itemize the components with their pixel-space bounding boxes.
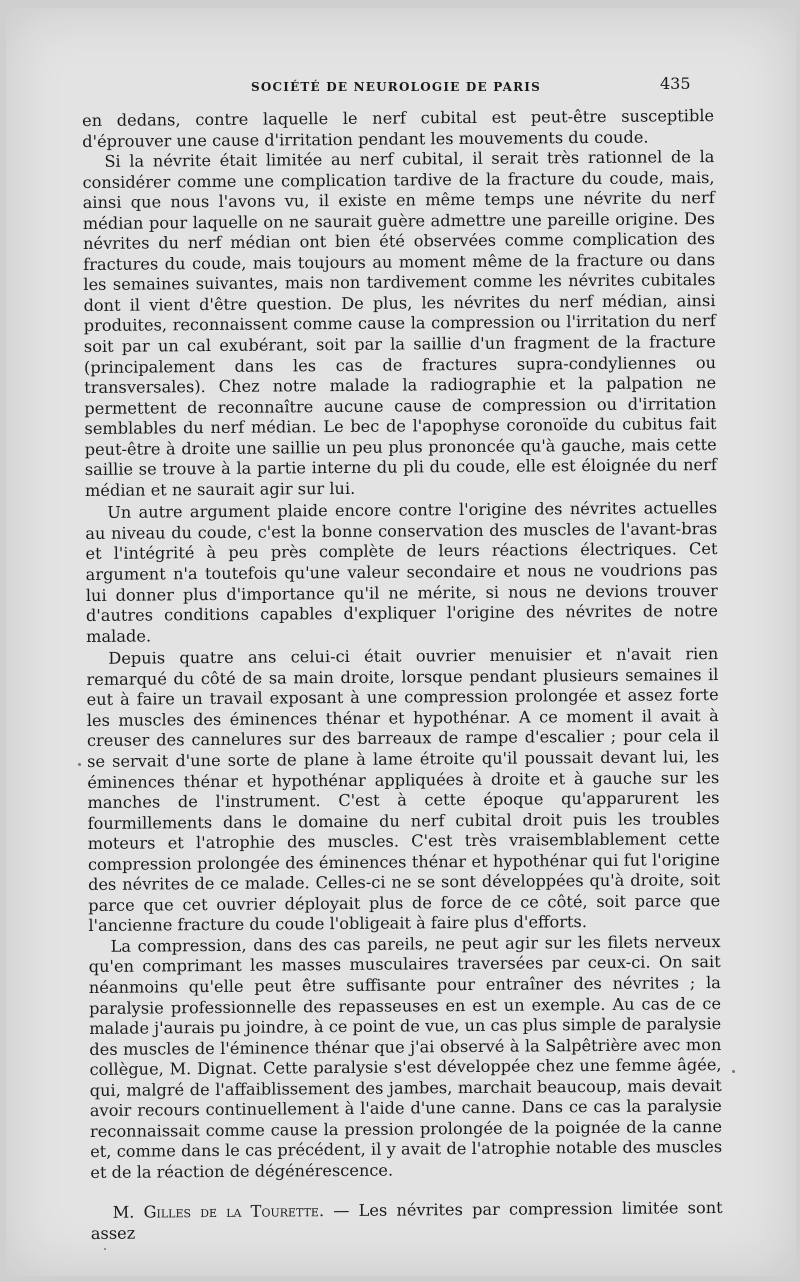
paragraph-continued: en dedans, contre laquelle le nerf cubital est peut-être susceptible d'éprouver une cause d'irritation pendant les mouvements du coude. [82, 106, 715, 151]
body-text [82, 106, 723, 1244]
book-page [6, 8, 796, 1276]
paragraph-autre-argument: Un autre argument plaide encore contre l'origine des névrites actuelles au niveau du coude, c'est la bonne conservation des muscles de l'avant-bras et l'intégrité à peu près complète de leurs réactions électriques. Cet argument n'a toutefois qu'une valeur secondaire et nous ne voudrions pas lui donner plus d'importance qu'il ne mérite, si nous ne devions trouver d'autres conditions capables d'expliquer l'origine des névrites de notre malade. [85, 498, 719, 646]
next-section-start [91, 1198, 723, 1244]
paragraph-ouvrier-menuisier: Depuis quatre ans celui-ci était ouvrier menuisier et n'avait rien remarqué du côté de sa main droite, lorsque pendant plusieurs semaines il eut à faire un travail exposant à une compression prolongée et assez forte les muscles des éminences thénar et hypothénar. A ce moment il avait à creuser des cannelures sur des barreaux de rampe d'escalier ; pour cela il se servait d'une sorte de plane à lame étroite qu'il poussait devant lui, les éminences thénar et hypothénar appliquées à droite et à gauche sur les manches de l'instrument. C'est à cette époque qu'apparurent les fourmillements dans le domaine du nerf cubital droit puis les troubles moteurs et l'atrophie des muscles. C'est très vraisemblablement cette compression prolongée des éminences thénar et hypothénar qui fut l'origine des névrites de ce malade. Celles-ci ne se sont développées qu'à droite, soit parce que cet ouvrier déployait plus de force de ce côté, soit parce que l'ancienne fracture du coude l'obligeait à faire plus d'efforts. [86, 644, 721, 936]
page-header [6, 72, 796, 102]
print-speck [732, 1070, 735, 1073]
print-speck [78, 763, 81, 766]
paragraph-compression: La compression, dans des cas pareils, ne peut agir sur les filets nerveux qu'en comprimant les masses musculaires traversées par ceux-ci. On sait néanmoins qu'elle peut être suffisante pour entraîner des névrites ; la paralysie professionnelle des repasseuses en est un exemple. Au cas de ce malade j'aurais pu joindre, à ce point de vue, un cas plus simple de paralysie des muscles de l'éminence thénar que j'ai observé à la Salpêtrière avec mon collègue, M. Dignat. Cette paralysie s'est développée chez une femme âgée, qui, malgré de l'affaiblissement des jambes, marchait beaucoup, mais devait avoir recours continuellement à l'aide d'une canne. Dans ce cas la paralysie reconnaissait comme cause la pression prolongée de la poignée de la canne et, comme dans le cas précédent, il y avait de l'atrophie notable des muscles et de la réaction de dégénérescence. [88, 931, 723, 1182]
print-speck [104, 1248, 106, 1250]
next-section-text: — Les névrites par compression limitée sont assez [90, 1198, 723, 1243]
page-number: 435 [660, 74, 691, 93]
speaker-name: M. Gilles de la Tourette. [112, 1201, 325, 1223]
paragraph-nevrite-cubital: Si la névrite était limitée au nerf cubital, il serait très rationnel de la considérer comme une complication tardive de la fracture du coude, mais, ainsi que nous l'avons vu, il existe en même temps une névrite du nerf médian pour laquelle on ne saurait guère admettre une pareille origine. Des névrites du nerf médian ont bien été observées comme complication des fractures du coude, mais toujours au moment même de la fracture ou dans les semaines suivantes, mais non tardivement comme les névrites cubitales dont il vient d'être question. De plus, les névrites du nerf médian, ainsi produites, reconnaissent comme cause la compression ou l'irritation du nerf soit par un cal exubérant, soit par la saillie d'un fragment de la fracture (principalement dans les cas de fractures supra-condyliennes ou transversales). Chez notre malade la radiographie et la palpation ne permettent de reconnaître aucune cause de compression ou d'irritation semblables du nerf médian. Le bec de l'apophyse coronoïde du cubitus fait peut-être à droite une saillie un peu plus prononcée qu'à gauche, mais cette saillie se trouve à la partie interne du pli du coude, elle est éloignée du nerf médian et ne saurait agir sur lui. [82, 147, 717, 500]
running-title: SOCIÉTÉ DE NEUROLOGIE DE PARIS [251, 80, 541, 94]
